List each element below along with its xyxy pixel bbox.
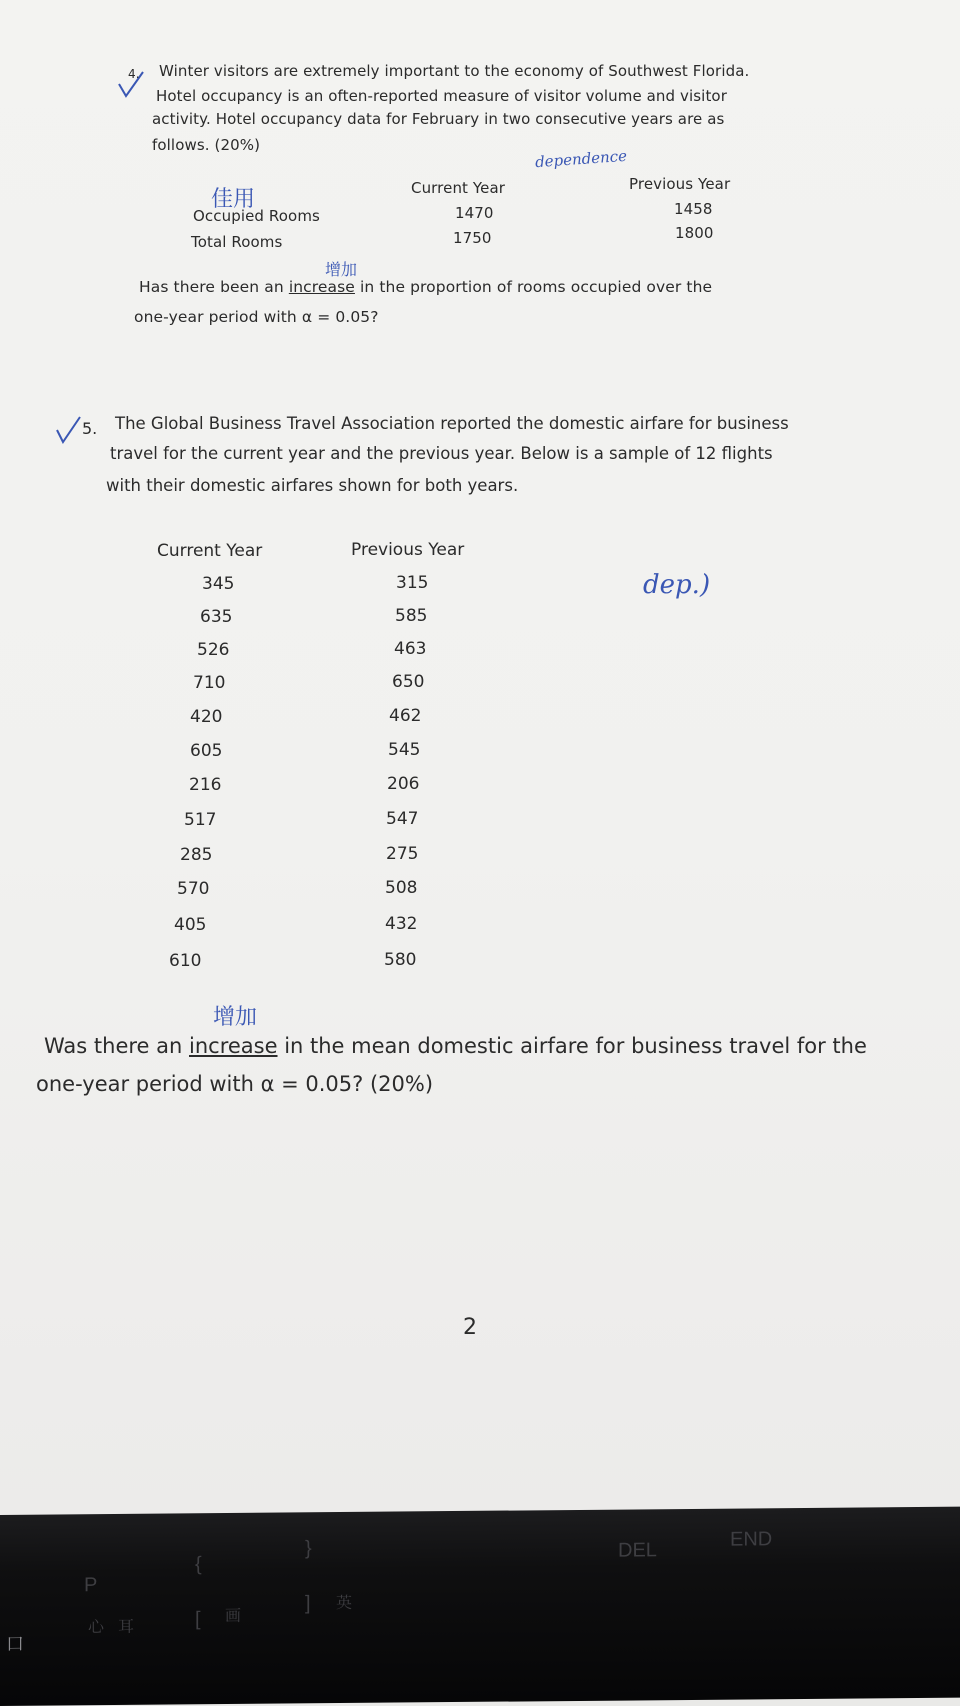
q5-cell-previous: 545 [388, 740, 421, 760]
q4-cell-occupied-current: 1470 [455, 204, 494, 222]
q5-header-current: Current Year [157, 541, 263, 561]
q5-question-post: in the mean domestic airfare for business travel for the [277, 1034, 867, 1058]
q5-cell-current: 710 [193, 673, 226, 693]
q5-cell-previous: 275 [386, 844, 419, 864]
q5-keyword-increase: increase [189, 1034, 278, 1058]
q5-cell-previous: 206 [387, 774, 420, 794]
key-brace-right: } [305, 1537, 312, 1560]
key-xin: 心 [88, 1619, 105, 1637]
q5-number: 5. [82, 419, 98, 438]
key-p: P [84, 1574, 98, 1597]
q5-cell-previous: 463 [394, 639, 427, 659]
q5-cell-current: 517 [184, 810, 217, 830]
q4-prompt-line-1: Winter visitors are extremely important to the economy of Southwest Florida. [159, 62, 750, 80]
q5-question-line-1 [44, 1030, 867, 1063]
key-er: 耳 [118, 1618, 135, 1636]
q5-cell-current: 420 [190, 707, 223, 727]
q5-question-pre: Was there an [44, 1034, 189, 1058]
laptop-keyboard [0, 1507, 960, 1706]
q4-prompt-line-4: follows. (20%) [152, 136, 261, 154]
q5-cell-current: 610 [169, 951, 202, 971]
q5-cell-current: 526 [197, 640, 230, 660]
q4-question-line-2: one-year period with α = 0.05? [134, 308, 379, 326]
q5-cell-previous: 315 [396, 573, 429, 593]
q5-cell-current: 570 [177, 879, 210, 899]
note-increase-q4: 增加 [325, 260, 358, 279]
q4-number: 4. [128, 67, 140, 81]
key-brace-left: { [195, 1553, 202, 1576]
key-kou: 口 [6, 1633, 24, 1654]
q5-prompt-line-3: with their domestic airfares shown for both years. [106, 476, 519, 495]
key-bracket-left: [ [195, 1608, 201, 1631]
page-number: 2 [463, 1315, 477, 1340]
key-hua: 画 [225, 1607, 242, 1626]
q5-cell-current: 216 [189, 775, 222, 795]
q5-cell-previous: 580 [384, 950, 417, 970]
note-dependence: dependence [534, 146, 628, 172]
key-end: END [730, 1528, 773, 1551]
q4-question-pre: Has there been an [139, 278, 289, 296]
q5-cell-current: 605 [190, 741, 223, 761]
q5-prompt-line-2: travel for the current year and the previous year. Below is a sample of 12 flights [110, 444, 773, 463]
q5-cell-previous: 462 [389, 706, 422, 726]
q4-cell-total-previous: 1800 [675, 224, 714, 242]
q4-prompt-line-2: Hotel occupancy is an often-reported measure of visitor volume and visitor [156, 87, 727, 105]
key-ying: 英 [336, 1594, 353, 1613]
q4-header-current: Current Year [411, 179, 506, 197]
q4-row-label-occupied: Occupied Rooms [193, 207, 320, 225]
q5-cell-current: 405 [174, 915, 207, 935]
q4-prompt-line-3: activity. Hotel occupancy data for February in two consecutive years are as [152, 110, 725, 128]
key-bracket-right: ] [305, 1592, 311, 1615]
q5-cell-previous: 650 [392, 672, 425, 692]
q5-cell-previous: 585 [395, 606, 428, 626]
q4-cell-total-current: 1750 [453, 229, 492, 247]
q5-cell-current: 345 [202, 574, 235, 594]
q4-cell-occupied-previous: 1458 [674, 200, 713, 218]
q5-header-previous: Previous Year [351, 540, 465, 560]
q4-question-post: in the proportion of rooms occupied over the [354, 278, 713, 296]
q4-question-line-1 [139, 275, 712, 300]
q5-cell-current: 635 [200, 607, 233, 627]
key-del: DEL [618, 1539, 657, 1562]
q4-header-previous: Previous Year [629, 175, 731, 193]
q5-prompt-line-1: The Global Business Travel Association reported the domestic airfare for business [115, 414, 789, 433]
note-occupied-chinese: 佳用 [211, 187, 256, 212]
q4-row-label-total: Total Rooms [191, 233, 283, 251]
q4-keyword-increase: increase [288, 278, 355, 296]
q5-cell-previous: 547 [386, 809, 419, 829]
q5-cell-previous: 432 [385, 914, 418, 934]
note-dep: dep.) [643, 570, 711, 600]
note-increase-q5: 增加 [213, 1005, 258, 1030]
q5-cell-current: 285 [180, 845, 213, 865]
q5-cell-previous: 508 [385, 878, 418, 898]
check-mark-q5 [54, 414, 82, 444]
q5-question-line-2: one-year period with α = 0.05? (20%) [36, 1072, 434, 1096]
